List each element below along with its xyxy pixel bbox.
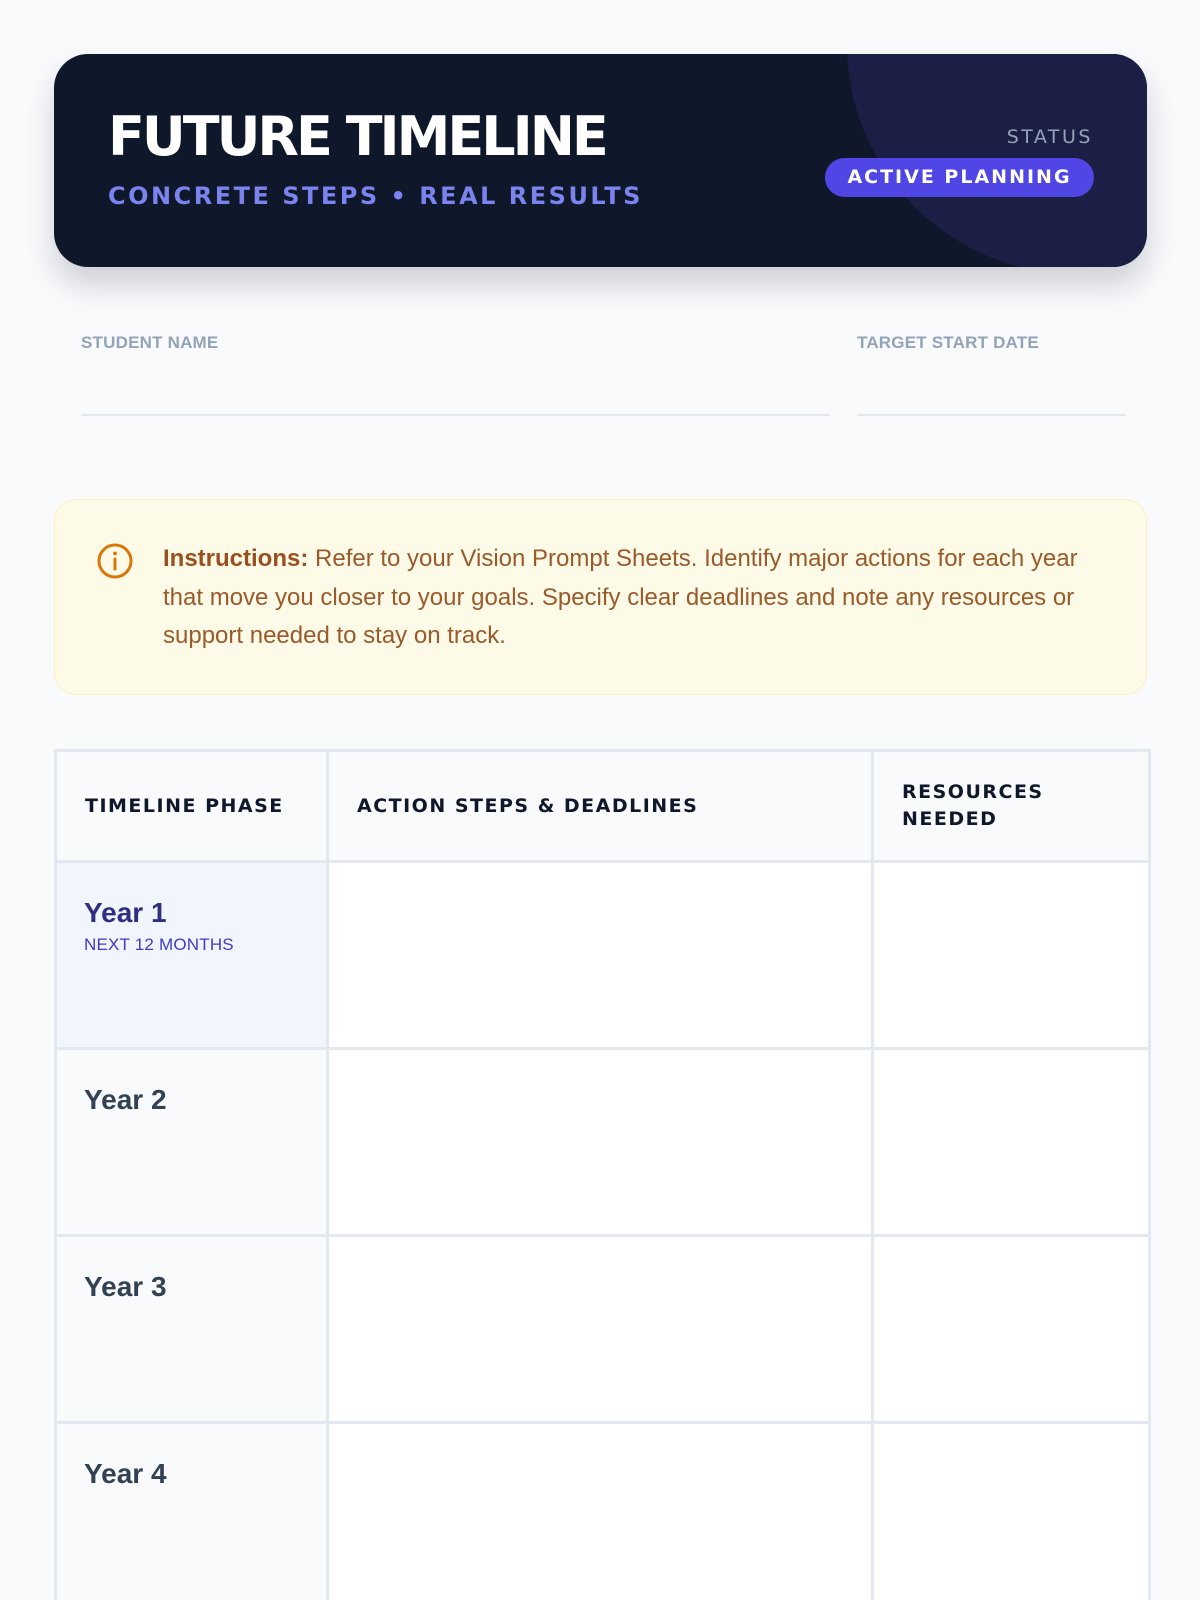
- table-header-row: [56, 751, 1150, 862]
- student-name-label: STUDENT NAME: [81, 333, 219, 352]
- phase-name: Year 4: [84, 1458, 167, 1489]
- phase-subtitle: NEXT 12 MONTHS: [84, 935, 234, 954]
- phase-cell: [56, 1236, 328, 1423]
- table-row-year-1: [56, 862, 1150, 1049]
- action-steps-cell[interactable]: [328, 1049, 873, 1236]
- action-steps-cell[interactable]: [328, 1423, 873, 1600]
- table-row-year-4: [56, 1423, 1150, 1600]
- action-steps-cell[interactable]: [328, 862, 873, 1049]
- header-banner: [54, 54, 1147, 267]
- column-header-resources: RESOURCES NEEDED: [873, 751, 1150, 862]
- resources-cell[interactable]: [873, 862, 1150, 1049]
- phase-cell: [56, 1049, 328, 1236]
- instructions-panel: [54, 499, 1147, 695]
- resources-cell[interactable]: [873, 1423, 1150, 1600]
- page-subtitle: CONCRETE STEPS • REAL RESULTS: [108, 182, 643, 210]
- phase-name: Year 2: [84, 1084, 167, 1115]
- column-header-timeline-phase: TIMELINE PHASE: [56, 751, 328, 862]
- status-badge: ACTIVE PLANNING: [825, 158, 1094, 197]
- target-start-date-field[interactable]: [857, 333, 1125, 353]
- student-name-field[interactable]: [81, 333, 829, 353]
- phase-name: Year 1: [84, 897, 167, 928]
- instructions-body: Refer to your Vision Prompt Sheets. Identify major actions for each year that move you closer to your goals. Specify clear deadlines and note any resources or support needed to stay on track.: [163, 545, 1078, 649]
- resources-cell[interactable]: [873, 1236, 1150, 1423]
- target-start-date-underline: [857, 414, 1125, 416]
- info-circle-icon: [97, 543, 133, 579]
- action-steps-cell[interactable]: [328, 1236, 873, 1423]
- resources-cell[interactable]: [873, 1049, 1150, 1236]
- column-header-action-steps: ACTION STEPS & DEADLINES: [328, 751, 873, 862]
- instructions-text: [163, 540, 1113, 656]
- table-row-year-2: [56, 1049, 1150, 1236]
- timeline-table: [54, 749, 1151, 1600]
- student-name-underline: [81, 414, 829, 416]
- phase-cell: [56, 862, 328, 1049]
- phase-cell: [56, 1423, 328, 1600]
- status-label: STATUS: [1006, 126, 1093, 148]
- table-row-year-3: [56, 1236, 1150, 1423]
- page-title: FUTURE TIMELINE: [108, 105, 606, 168]
- target-start-date-label: TARGET START DATE: [857, 333, 1039, 352]
- instructions-lead: Instructions:: [163, 545, 309, 572]
- phase-name: Year 3: [84, 1271, 167, 1302]
